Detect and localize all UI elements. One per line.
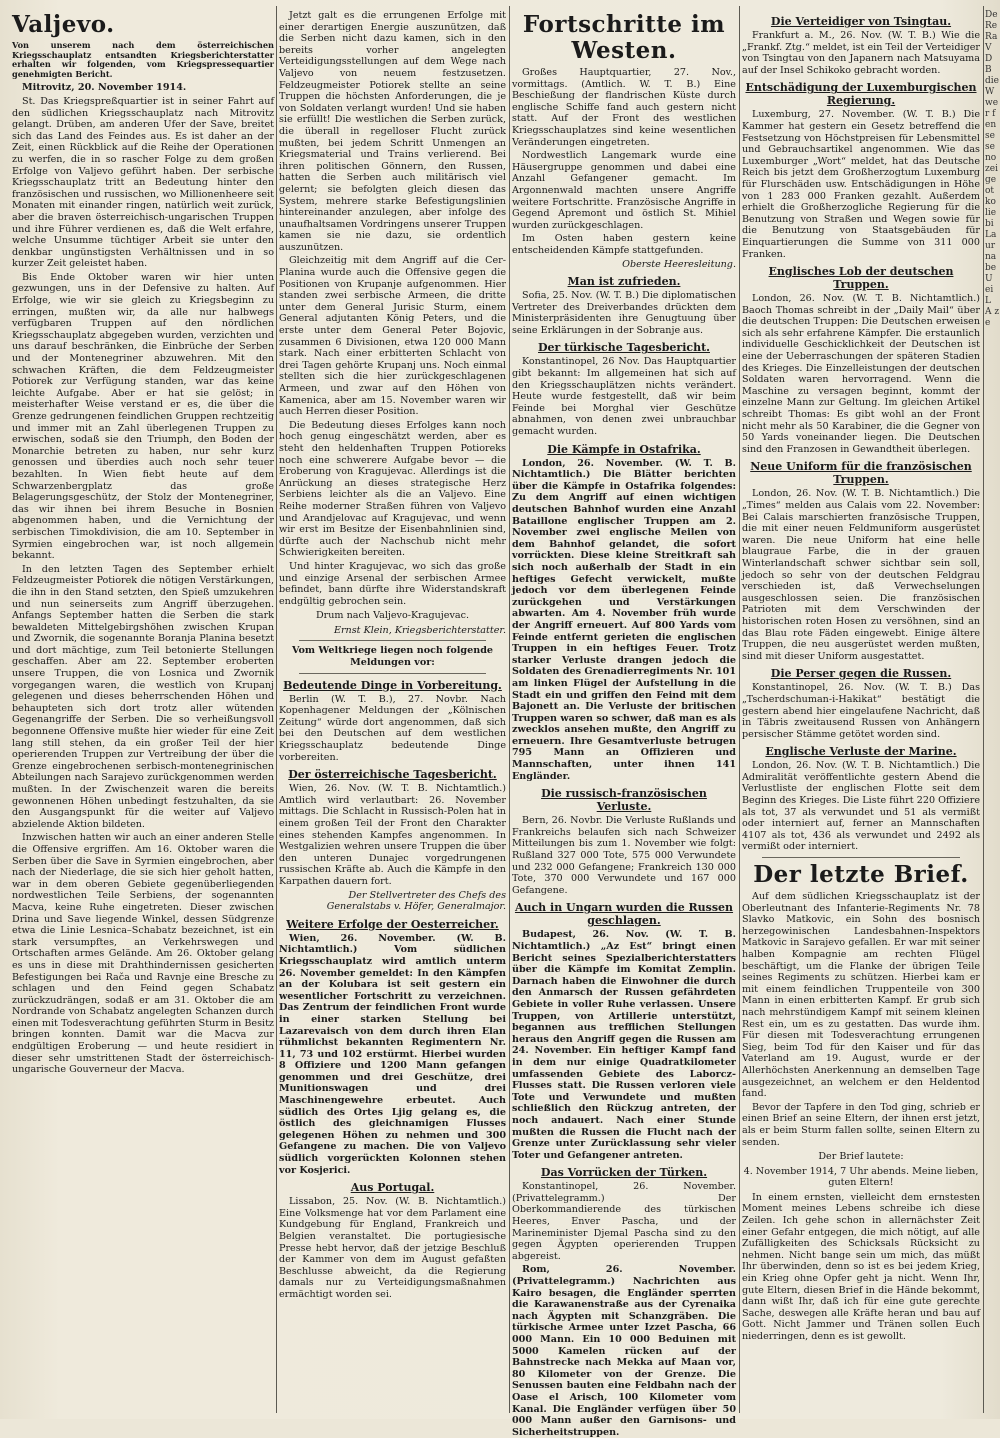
section-heading: Bedeutende Dinge in Vorbereitung.: [283, 678, 502, 692]
section-heading: Entschädigung der Luxemburgischen Regierung.: [745, 81, 977, 108]
report: Konstantinopel, 26 Nov. Das Hauptquartier gibt bekannt: Im allgemeinen hat sich auf den Kriegsschauplätzen nichts verändert. Heute wurde festgestellt, daß wir beim Feinde bei Morghal vier Geschütze abnahmen, von denen zwei unbrauchbar gemacht wurden.: [512, 356, 736, 438]
report: Wien, 26. Nov. (W. T. B. Nichtamtlich.) Amtlich wird verlautbart: 26. November mittags. Die Schlacht in Russisch-Polen hat in einem großen Teil der Front den Charakter eines stehenden Kampfes angenommen. In Westgalizien wehren unsere Truppen die über den unteren Dunajec vorgedrungenen russischen Kräfte ab. Auch die Kämpfe in den Karpathen dauern fort.: [279, 783, 506, 887]
report: London, 26. Nov. (W. T. B. Nichtamtlich.) Die „Times“ melden aus Calais vom 22. November: Bei Calais marschierten französische Truppen, die mit einer neuen Feldmuniform ausgerüstet waren. Die neue Uniform hat eine helle blaugraue Farbe, die in der grauen Winterlandschaft schwer sichtbar sein soll, jedoch so sehr von der deutschen Feldgrau verschieden ist, daß Verwechselungen ausgeschlossen seien. Die französischen Patrioten mit dem Verschwinden der historischen roten Hosen zu versöhnen, sind an das Blau rote Fäden eingewebt. Einige ältere Truppen, die neu ausgerüstet werden mußten, sind mit dieser Uniform ausgestattet.: [742, 488, 980, 662]
section-heading: Die Kämpfe in Ostafrika.: [547, 442, 701, 456]
report: Konstantinopel, 26. Nov. (W. T. B.) Das „Tscherdschuman-i-Hakikat“ bestätigt die gestern abend hier eingelaufene Nachricht, daß in Täbris zweitausend Russen von Anhängern persischer Stämme getötet worden sind.: [742, 682, 980, 740]
report: Frankfurt a. M., 26. Nov. (W. T. B.) Wie die „Frankf. Ztg.“ meldet, ist ein Teil der Verteidiger von Tsingtau von den Japanern nach Matsuyama auf der Insel Schikoko gebracht worden.: [742, 30, 980, 76]
paragraph: Nordwestlich Langemark wurde eine Häusergruppe genommen und dabei eine Anzahl Gefangener gemacht. Im Argonnenwald machten unsere Angriffe weitere Fortschritte. Französische Angriffe in Gegend Apremont und östlich St. Mihiel wurden zurückgeschlagen.: [512, 150, 736, 231]
section-heading: Auch in Ungarn wurden die Russen geschlagen.: [514, 901, 734, 928]
paragraph: Inzwischen hatten wir auch an einer anderen Stelle die Offensive ergriffen. Am 16. Oktober waren die Serben über die Save in Syrmien eingebrochen, aber nach der Niederlage, die sie sich hier geholt hatten, war in dem oberen Gebiete gegenüberliegenden nordwestlichen Teile Serbiens, der sogenannten Macva, keine Ruhe eingetreten. Dieser zwischen Drina und Save liegende Winkel, dessen Südgrenze etwa die Linie Lesnica–Schabatz bezeichnet, ist ein stark versumpftes, an Verkehrswegen und Ortschaften armes Gelände. Am 26. Oktober gelang es uns in diese mit Drahthindernissen gesicherten Befestigungen bei Rača und Ravnje eine Bresche zu schlagen und den Feind gegen Schabatz zurückzudrängen, sodaß er am 31. Oktober die am Nordrande von Schabatz angelegten Schanzen durch einen mit Todesverachtung geführten Sturm in Besitz bringen konnten. Damit war die Macva zur endgültigen Eroberung — und heute residiert in dieser sehr umstrittenen Stadt der österreichisch-ungarische Gouverneur der Macva.: [12, 832, 274, 1076]
paragraph: St. Das Kriegspreßquartier ist in seiner Fahrt auf den südlichen Kriegsschauplatz nach Mitrovitz gelangt. Drüben, am anderen Ufer der Save, breitet sich das Land des Feindes aus. Es ist daher an der Zeit, einen Rückblick auf die Reihe der Operationen zu werfen, die in so rascher Folge zu dem großen Erfolge von Valjevo geführt haben. Der serbische Kriegsschauplatz tritt an Bedeutung hinter den französischen und russischen, wo Millionenheere seit Monaten mit einander ringen, natürlich weit zurück, aber die braven österreichisch-ungarischen Truppen und ihre Führer verdienen es, daß die Welt erfahre, welche Unsumme tüchtiger Arbeit sie unter den denkbar ungünstigsten Verhältnissen und in so kurzer Zeit geleistet haben.: [12, 95, 274, 270]
article-title-valjevo: Valjevo.: [12, 11, 115, 38]
signature: Oberste Heeresleitung.: [622, 258, 736, 270]
article-title-fortschritte: Fortschritte im Westen.: [522, 11, 726, 64]
column-3: [512, 10, 736, 1438]
section-heading: Weitere Erfolge der Oesterreicher.: [286, 917, 499, 931]
paragraph: Der Brief lautete:: [818, 1151, 904, 1163]
column-1: [12, 10, 274, 1407]
section-heading: Man ist zufrieden.: [567, 275, 681, 289]
report: Budapest, 26. Nov. (W. T. B. Nichtamtlich.) „Az Est“ bringt einen Bericht seines Spezialberichterstatters über die Kämpfe im Komitat Zemplin. Darnach haben die Einwohner die durch den Anmarsch der Russen gefährdeten Gebiete in voller Ruhe verlassen. Unsere Truppen, von Artillerie unterstützt, begannen aus trefflichen Stellungen heraus den Angriff gegen die Russen am 24. November. Ein heftiger Kampf fand in dem nur einige Quadratkilometer umfassenden Gebiete des Laborcz-Flusses statt. Die Russen verloren viele Tote und Verwundete und mußten schließlich den Rückzug antreten, der noch andauert. Nach einer Stunde mußten die Russen die Flucht nach der Grenze unter Zurücklassung sehr vieler Toter und Gefangener antreten.: [512, 929, 736, 1161]
paragraph: Großes Hauptquartier, 27. Nov., vormittags. (Amtlich. W. T. B.) Eine Beschießung der flandrischen Küste durch englische Schiffe fand auch gestern nicht statt. Auf der Front des westlichen Kriegsschauplatzes sind keine wesentlichen Veränderungen eingetreten.: [512, 67, 736, 148]
divider: [299, 673, 486, 674]
section-heading: Die Perser gegen die Russen.: [770, 667, 952, 681]
paragraph: Im Osten haben gestern keine entscheidenden Kämpfe stattgefunden.: [512, 233, 736, 256]
section-heading: Das Vorrücken der Türken.: [540, 1166, 708, 1180]
paragraph: Jetzt galt es die errungenen Erfolge mit einer derartigen Energie auszunützen, daß die Serben nicht dazu kamen, sich in den bereits vorher angelegten Verteidigungsstellungen auf dem Wege nach Valjevo von neuem festzusetzen. Feldzeugmeister Potiorek stellte an seine Truppen die höchsten Anforderungen, die je von Soldaten verlangt wurden! Und sie haben sie erfüllt! Die westlichen die Serben zurück, die überall in regelloser Flucht zurück mußten, bei jedem Schritt Unmengen an Kriegsmaterial und Trains verlierend. Bei ihren politischen Gönnern, den Russen, hatten die Serben auch militärisch viel gelernt; sie befolgten gleich diesen das System, mehrere starke Befestigungslinien hintereinander anzulegen, aber infolge des unaufhaltsamen Vordringens unserer Truppen kamen sie nie dazu, sie ordentlich auszunützen.: [279, 10, 506, 253]
paragraph: Bis Ende Oktober waren wir hier unten gezwungen, uns in der Defensive zu halten. Auf Erfolge, wie wir sie gleich zu Kriegsbeginn zu erringen, mußten wir, da alle nur halbwegs verfügbaren Truppen auf den nördlichen Kriegsschauplatz abgegeben wurden, verzichten und uns darauf beschränken, die Einbrüche der Serben und der Montenegriner abzuwehren. Mit den schwachen Kräften, die dem Feldzeugmeister Potiorek zur Verfügung standen, war das keine leichte Aufgabe. Aber er hat sie gelöst; in meisterhafter Weise verstand er es, die über die Grenze gedrungenen feindlichen Gruppen rechtzeitig und immer mit an Zahl überlegenen Truppen zu erwischen, sodaß sie den Triumph, den Boden der Monarchie betreten zu haben, nur sehr kurz genossen und überdies auch noch sehr teuer bezahlten. In Wien fiebt heute auf dem Schwarzenbergplatz das große Belagerungsgeschütz, der Stolz der Montenegriner, das wir ihnen bei ihrem Besuche in Bosnien abgenommen haben, und die Vernichtung der serbischen Timokdivision, die am 10. September in Syrmien eingebrochen war, ist noch allgemein bekannt.: [12, 271, 274, 562]
dateline: Mitrovitz, 20. November 1914.: [22, 82, 187, 94]
paragraph: Bevor der Tapfere in den Tod ging, schrieb er einen Brief an seine Eltern, der ihnen erst jetzt, als er beim Sturm fallen sollte, seinen Eltern zu senden.: [742, 1101, 980, 1148]
report: Lissabon, 25. Nov. (W. B. Nichtamtlich.) Eine Volksmenge hat vor dem Parlament eine Kundgebung für England, Frankreich und Belgien veranstaltet. Die portugiesische Presse hebt hervor, daß der jetzige Beschluß der Kammer von dem im August gefaßten Beschlusse abweicht, da die Regierung damals nur zu Verteidigungsmaßnahmen ermächtigt worden sei.: [279, 1196, 506, 1300]
article-note: Von unserem nach dem österreichischen Kriegsschauplatz entsandten Kriegsberichterstatter erhalten wir folgenden, vom Kriegspressequartier genehmigten Bericht.: [12, 40, 274, 79]
paragraph: Gleichzeitig mit dem Angriff auf die Cer-Planina wurde auch die Offensive gegen die Positionen von Krupanje aufgenommen. Hier standen zwei serbische Armeen, die dritte unter dem General Jurisic Sturm, einem General adjutanten König Peters, und die erste unter dem General Peter Bojovic, zusammen 6 Divisionen, etwa 120 000 Mann stark. Nach einer erbitterten Schlacht von drei Tagen gehörte Krupanj uns. Noch einmal stellten sich die hier zurückgeschlagenen Armeen, und zwar auf den Höhen von Kamenica, aber am 15. November waren wir auch Herren dieser Position.: [279, 255, 506, 418]
column-2: [279, 10, 506, 1407]
report: Sofia, 25. Nov. (W. T. B.) Die diplomatischen Vertreter des Dreiverbandes drückten dem Ministerpräsidenten ihre Genugtuung über seine Erklärungen in der Sobranje aus.: [512, 290, 736, 336]
report: London, 26. Nov. (W. T. B. Nichtamtlich.) Baoch Thomas schreibt in der „Daily Mail“ über die deutschen Truppen: Die Deutschen erweisen sich als sehr erfahrene Kämpfer. Die erstaunlich individuelle Geschicklichkeit der Deutschen ist eine der Ueberraschungen der späteren Stadien des Krieges. Die Einzelleistungen der deutschen Soldaten waren hervorragend. Wenn die Maschine zu versagen beginnt, kommt der einzelne Mann zur Geltung. Im gleichen Artikel schreibt Thomas: Es gibt wohl an der Front nicht mehr als 50 Karabiner, die die Gegner von 50 Yards voneinander liegen. Die Deutschen sind den Franzosen in Gewandtheit überlegen.: [742, 293, 980, 455]
section-heading: Der österreichische Tagesbericht.: [288, 768, 497, 782]
divider: [299, 640, 486, 641]
section-heading: Neue Uniform für die französischen Truppen.: [750, 460, 972, 487]
cut-off-column: [985, 10, 1000, 1407]
cut-off-text: De Re Ra V D B die W wer fen se se no zei ge ot ko lie bi La ur na be U ei L A ze: [985, 10, 1000, 328]
column-4: [742, 10, 980, 1407]
paragraph: Auf dem südlichen Kriegsschauplatz ist der Oberleutnant des Infanterie-Regiments Nr. 78 Slavko Matkovic, ein Sohn des bosnisch herzegowinischen Landesbahnen-Inspektors Matkovic in Sarajevo gefallen. Er war mit seiner halben Kompagnie am rechten Flügel beschäftigt, um die Flanke der übrigen Teile seines Regiments zu schützen. Hierbei kam er mit einem feindlichen Truppenteile von 300 Mann in einen erbitterten Kampf. Er grub sich nach mehrstündigem Kampf mit seinem kleinen Rest ein, um es zu gestatten. Das wurde ihm. Für diesen mit Todesverachtung errungenen Sieg, beim Tod für den Kaiser und für das Vaterland am 19. August, wurde er der Allerhöchsten Anerkennung an demselben Tage ausgezeichnet, an welchem er den Heldentod fand.: [742, 891, 980, 1100]
column-rule: [739, 6, 740, 1413]
paragraph: Und hinter Kragujevac, wo sich das große und einzige Arsenal der serbischen Armee befindet, bann dürfte ihre Widerstandskraft endgültig gebrochen sein.: [279, 560, 506, 607]
report: Konstantinopel, 26. November. (Privattelegramm.) Der Oberkommandierende des türkischen Heeres, Enver Pascha, und der Marineminister Djemal Pascha sind zu den gegen Ägypten operierenden Truppen abgereist.: [512, 1181, 736, 1262]
paragraph: In den letzten Tagen des September erhielt Feldzeugmeister Potiorek die nötigen Verstärkungen, die ihn in den Stand setzten, den Spieß umzukehren und nun seinerseits zum Angriff überzugehen. Anfangs September hatten die Serben die stark bewaldeten Mittelgebirgshöhen zwischen Krupan und Zwornik, die sogenannte Boranja Planina besetzt und dort mächtige, zum Teil betonierte Stellungen geschaffen. Aber am 22. September eroberten unsere Truppen, die von Losnica und Zwornik vorgegangen waren, die westlich von Krupanj gelegenen und dieses beherrschenden Höhen und behaupteten sich dort trotz aller wütenden Gegenangriffe der Serben. Die so verheißungsvoll begonnene Offensive mußte hier wieder für eine Zeit lang still stehen, da ein großer Teil der hier operierenden Truppen zur Vertreibung der über die Grenze eingebrochenen serbisch-montenegrinischen Abteilungen nach Sarajevo zurückgenommen werden mußten. In der Zwischenzeit waren die bereits gewonnenen Höhen unbedingt festzuhalten, da sie den Ausgangspunkt für die weiter auf Valjevo abzielende Aktion bildeten.: [12, 563, 274, 830]
column-rule: [509, 6, 510, 1413]
paragraph: Die Bedeutung dieses Erfolges kann noch hoch genug eingeschätzt werden, aber es steht den heldenhaften Truppen Potioreks noch eine schwerere Aufgabe bevor — die Eroberung von Kragujevac. Allerdings ist die Anrückung an dieses strategische Herz Serbiens leichter als die an Valjevo. Eine Reihe moderner Straßen führen von Valjevo und Arandjelovac auf Kragujevac, und wenn wir erst im Besitze der Eisenbahnlinien sind, dürfte auch der Nachschub nicht mehr Schwierigkeiten bereiten.: [279, 419, 506, 559]
intro-line: Vom Weltkriege liegen noch folgende Meldungen vor:: [291, 645, 494, 669]
column-rule: [276, 6, 277, 1413]
report: London, 26. Nov. (W. T. B. Nichtamtlich.) Die Admiralität veröffentlichte gestern Abend die Verlustliste der englischen Flotte seit dem Beginn des Krieges. Die Liste führt 220 Offiziere als tot, 37 als verwundet und 51 als vermißt oder interniert auf, ferner an Mannschaften 4107 als tot, 436 als verwundet und 2492 als vermißt oder interniert.: [742, 760, 980, 853]
column-rule: [983, 6, 984, 1413]
report: Rom, 26. November. (Privattelegramm.) Nachrichten aus Kairo besagen, die Engländer sperrten die Karawanenstraße aus der Cyrenaika nach Ägypten mit Schanzgräben. Die türkische Armee unter Izzet Pascha, 66 000 Mann. Ein 10 000 Beduinen mit 5000 Kamelen rücken auf der Bahnstrecke nach Mekka auf Maan vor, 80 Kilometer von der Grenze. Die Senussen bauten eine Feldbahn nach der Oase el Arisch, 100 Kilometer vom Kanal. Die Engländer verfügen über 50 000 Mann außer den Garnisons- und Sicherheitstruppen.: [512, 1264, 736, 1438]
section-heading: Aus Portugal.: [350, 1181, 435, 1195]
report: Luxemburg, 27. November. (W. T. B.) Die Kammer hat gestern ein Gesetz betreffend die Festsetzung von Höchstpreisen für Lebensmittel und Gebrauchsartikel angenommen. Wie das Luxemburger „Wort“ meldet, hat das Deutsche Reich bis jetzt dem Großherzogtum Luxemburg für Flurschäden usw. Entschädigungen in Höhe von 1 283 000 Franken gezahlt. Außerdem erhielt die Großherzogliche Regierung für die Benutzung von Straßen und Wegen sowie für die Benutzung von Staatsgebäuden für Einquartierungen die Summe von 311 000 Franken.: [742, 109, 980, 260]
paragraph: In einem ernsten, vielleicht dem ernstesten Moment meines Lebens schreibe ich diese Zeilen. Ich gehe schon in allernächster Zeit einer Gefahr entgegen, die mich nötigt, auf alle Zufälligkeiten des Schicksals Rücksicht zu nehmen. Nicht bange sein um mich, das müßt Ihr überwinden, denn so ist es bei jedem Krieg, ein Krieg ohne Opfer geht ja nicht. Wenn Ihr, gute Eltern, diesen Brief in die Hände bekommt, dann wißt Ihr, daß ich für eine gute gerechte Sache, deswegen alle Kräfte heran und bau auf Gott. Nicht Jammer und Tränen sollen Euch niederringen, denn es ist gewollt.: [742, 1191, 980, 1342]
report: Wien, 26. November. (W. B. Nichtamtlich.) Vom südlichen Kriegsschauplatz wird amtlich unterm 26. November gemeldet: In den Kämpfen an der Kolubara ist seit gestern ein wesentlicher Fortschritt zu verzeichnen. Das Zentrum der feindlichen Front wurde in einer starken Stellung bei Lazarevaisch von dem durch ihren Elan rühmlichst bekannten Regimentern Nr. 11, 73 und 102 erstürmt. Hierbei wurden 8 Offiziere und 1200 Mann gefangen genommen und drei Geschütze, drei Munitionswagen und drei Maschinengewehre erbeutet. Auch südlich des Ortes Ljig gelang es, die östlich des gleichnamigen Flusses gelegenen Höhen zu nehmen und 300 Gefangene zu machen. Die von Valjevo südlich vorgerückten Kolonnen stehen vor Kosjerici.: [279, 932, 506, 1176]
report: Berlin (W. T. B.), 27. Novbr. Nach Kopenhagener Meldungen der „Kölnischen Zeitung“ würde dort angenommen, daß sich bei den Deutschen auf dem westlichen Kriegsschauplatz bedeutende Dinge vorbereiten.: [279, 693, 506, 763]
section-heading: Die Verteidiger von Tsingtau.: [770, 15, 952, 28]
section-heading: Der türkische Tagesbericht.: [538, 341, 710, 355]
section-heading: Die russisch-französischen Verluste.: [541, 787, 707, 814]
signature: Der Stellvertreter des Chefs des Generalstabs v. Höfer, Generalmajor.: [326, 889, 506, 913]
signature: Ernst Klein, Kriegsberichterstatter.: [333, 624, 506, 636]
article-title-letzter-brief: Der letzte Brief.: [753, 861, 969, 889]
section-heading: Englisches Lob der deutschen Truppen.: [768, 265, 954, 292]
paragraph: Drum nach Valjevo-Kragujevac.: [315, 610, 470, 622]
letter-date: 4. November 1914, 7 Uhr abends. Meine lieben, guten Eltern!: [743, 1165, 979, 1189]
section-heading: Englische Verluste der Marine.: [765, 745, 957, 759]
report: Bern, 26. Novbr. Die Verluste Rußlands und Frankreichs belaufen sich nach Schweizer Mitteilungen bis zum 1. November wie folgt: Rußland 327 000 Tote, 575 000 Verwundete und 232 000 Gefangene; Frankreich 130 000 Tote, 370 000 Verwundete und 167 000 Gefangene.: [512, 815, 736, 896]
divider: [762, 857, 960, 858]
report: London, 26. November. (W. T. B. Nichtamtlich.) Die Blätter berichten über die Kämpfe in Ostafrika folgendes: Zu dem Angriff auf einen wichtigen deutschen Bahnhof wurden eine Anzahl Bataillone englischer Truppen am 2. November zwei englische Meilen von dem Bahnhof gelandet, die sofort vorrückten. Diese kleine Streitkraft sah sich noch außerhalb der Stadt in ein heftiges Gefecht verwickelt, mußte jedoch vor dem überlegenen Feinde zurückgehen und Verstärkungen abwarten. Am 4. November früh wurde der Angriff erneuert. Auf 800 Yards vom Feinde entfernt gerieten die englischen Truppen in ein heftiges Feuer. Trotz starker Verluste drangen jedoch die Soldaten des Grenadierregiments Nr. 101 am linken Flügel der Aufstellung in die Stadt ein und griffen den Feind mit dem Bajonett an. Die Verluste der britischen Truppen waren so schwer, daß man es als zwecklos ansehen mußte, den Angriff zu erneuern. Ihre Gesamtverluste betrugen 795 Mann an Offizieren und Mannschaften, unter ihnen 141 Engländer.: [512, 457, 736, 782]
